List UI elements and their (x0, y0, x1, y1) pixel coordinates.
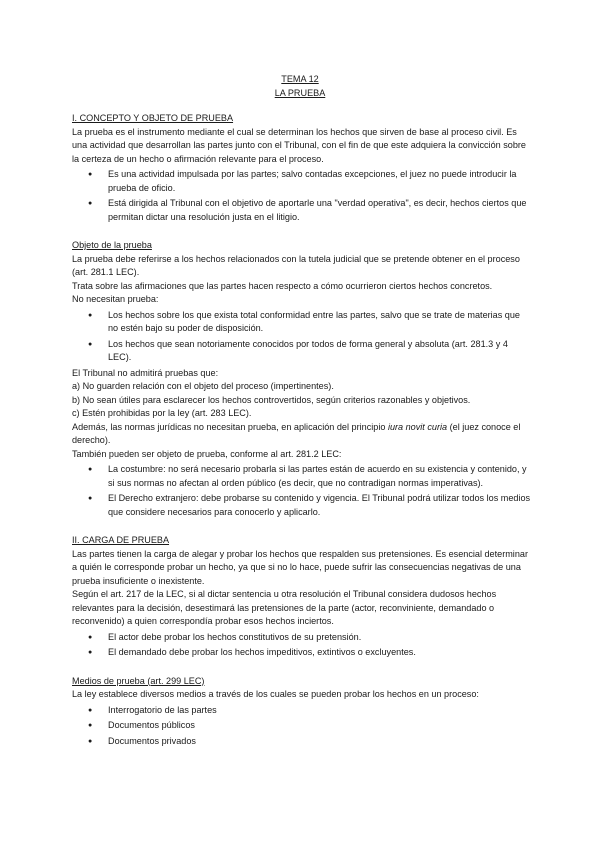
list-item: ● Los hechos que sean notoriamente conocidos por todos de forma general y absoluta (art. 281.3 y 4 LEC). (72, 338, 532, 365)
bullet-list-carga (72, 631, 532, 660)
list-item: ● Interrogatorio de las partes (72, 704, 532, 718)
document-body (72, 112, 532, 750)
paragraph-objeto-6: También pueden ser objeto de prueba, conforme al art. 281.2 LEC: (72, 448, 342, 459)
list-item: ● Los hechos sobre los que exista total conformidad entre las partes, salvo que se trate de materias que no estén bajo su poder de disposición. (72, 309, 532, 336)
list-item: ● El demandado debe probar los hechos impeditivos, extintivos o excluyentes. (72, 646, 532, 660)
paragraph-intro: La prueba es el instrumento mediante el cual se determinan los hechos que sirven de base al proceso civil. Es una actividad que desarrollan las partes junto con el Tribunal, con el fin de que este adquiera la convicción sobre la certeza de un hecho o afirmación relevante para el proceso. (72, 126, 526, 164)
paragraph-objeto-1: La prueba debe referirse a los hechos relacionados con la tutela judicial que se pretende obtener en el proceso (art. 281.1 LEC). (72, 253, 520, 277)
text-span: Además, las normas jurídicas no necesitan prueba, en aplicación del principio (72, 421, 388, 432)
document-title: TEMA 12 (281, 74, 319, 84)
list-line-b: b) No sean útiles para esclarecer los hechos controvertidos, según criterios razonables y objetivos. (72, 394, 471, 405)
list-item: ● Es una actividad impulsada por las partes; salvo contadas excepciones, el juez no puede introducir la prueba de oficio. (72, 168, 532, 195)
subsection-heading-medios: Medios de prueba (art. 299 LEC) (72, 675, 205, 686)
document-subtitle: LA PRUEBA (274, 87, 326, 98)
title-block (0, 73, 600, 100)
paragraph-objeto-2: Trata sobre las afirmaciones que las partes hacen respecto a cómo ocurrieron ciertos hechos concretos. (72, 280, 493, 291)
bullet-list-objeto-prueba (72, 463, 532, 519)
list-item: ● Documentos privados (72, 735, 532, 749)
section-heading-carga: II. CARGA DE PRUEBA (72, 535, 170, 545)
paragraph-carga-2: Según el art. 217 de la LEC, si al dictar sentencia u otra resolución el Tribunal considera dudosos hechos relevantes para la decisión, desestimará las pretensiones de la parte (actor, reconviniente, demandado o reconvenido) a quien correspondía probar esos hechos inciertos. (72, 589, 497, 626)
list-item: ● Está dirigida al Tribunal con el objetivo de aportarle una "verdad operativa", es decir, hechos ciertos que permitan dictar una resolución justa en el litigio. (72, 197, 532, 224)
list-item: ● El actor debe probar los hechos constitutivos de su pretensión. (72, 631, 532, 645)
list-item: ● Documentos públicos (72, 719, 532, 733)
text-span: (el juez conoce el derecho). (72, 421, 521, 445)
paragraph-medios: La ley establece diversos medios a través de los cuales se pueden probar los hechos en un proceso: (72, 689, 479, 699)
italic-latin-phrase: iura novit curia (387, 421, 448, 432)
paragraph-iura-novit-curia (72, 421, 532, 448)
paragraph-objeto-3: No necesitan prueba: (72, 294, 159, 304)
list-line-a: a) No guarden relación con el objeto del proceso (impertinentes). (72, 381, 334, 391)
bullet-list-no-necesitan (72, 309, 532, 365)
bullet-list-medios (72, 704, 532, 749)
paragraph-carga-1: Las partes tienen la carga de alegar y probar los hechos que respalden sus pretensiones. Es esencial determinar a quién le corresponde probar un hecho, ya que si no lo hace, puede sufrir las consecuencias negativas de una prueba insuficiente o inexistente. (72, 548, 528, 586)
list-item: ● El Derecho extranjero: debe probarse su contenido y vigencia. El Tribunal podrá utilizar todos los medios que considere necesarios para conocerlo y aplicarlo. (72, 492, 532, 519)
list-item: ● La costumbre: no será necesario probarla si las partes están de acuerdo en su existencia y contenido, y si sus normas no afectan al orden público (es decir, que no contradigan normas imperativas). (72, 463, 532, 490)
list-line-c: c) Estén prohibidas por la ley (art. 283 LEC). (72, 408, 252, 418)
bullet-list-concepto (72, 168, 532, 224)
paragraph-objeto-4: El Tribunal no admitirá pruebas que: (72, 367, 219, 378)
subsection-heading-objeto: Objeto de la prueba (72, 240, 152, 250)
section-heading-concepto: I. CONCEPTO Y OBJETO DE PRUEBA (72, 113, 234, 123)
